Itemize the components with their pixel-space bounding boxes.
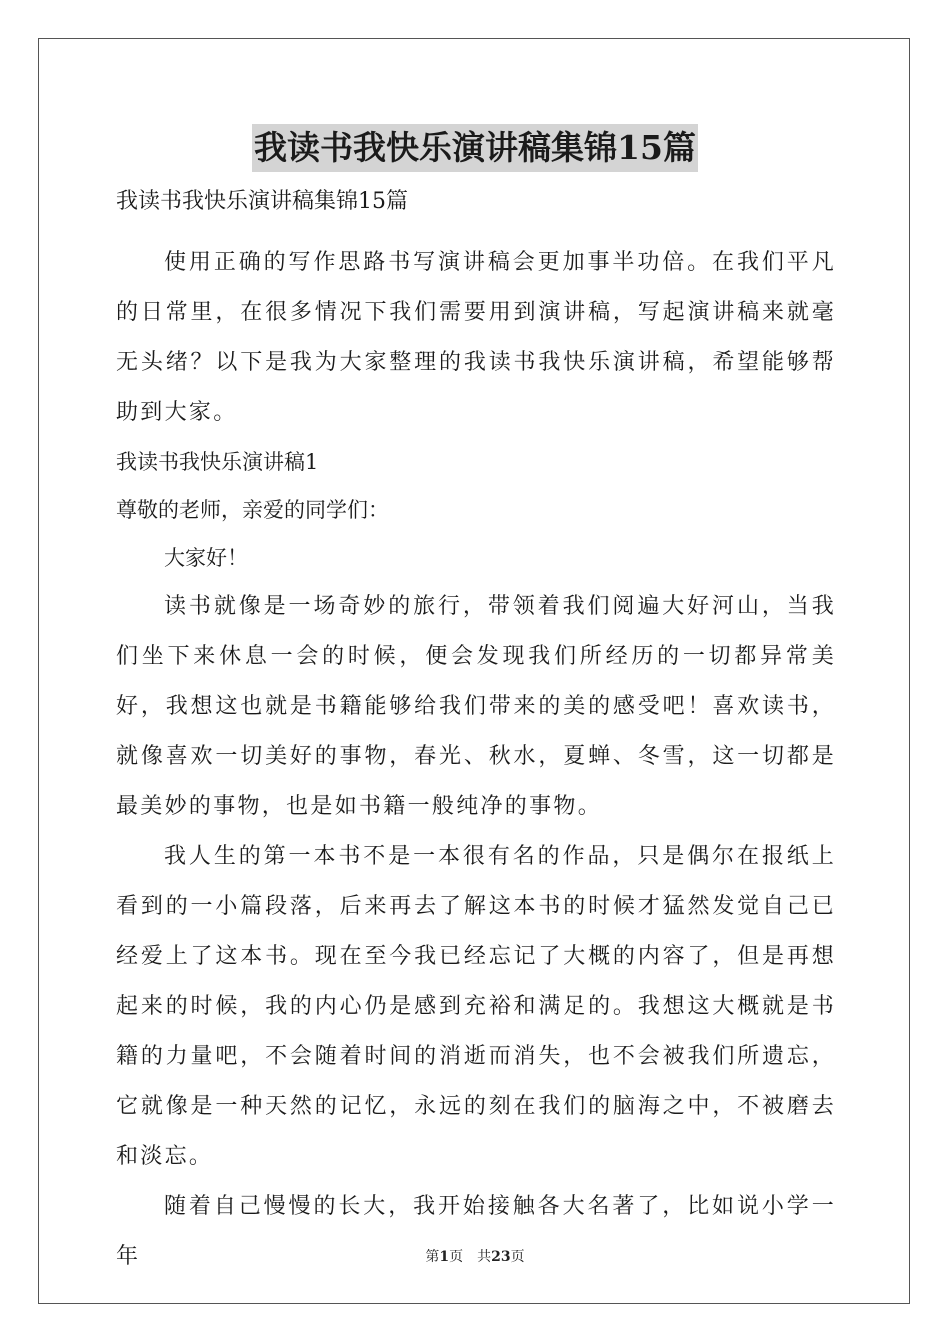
footer-suffix: 页 <box>510 1249 525 1265</box>
body-paragraph-2: 我人生的第一本书不是一本很有名的作品，只是偶尔在报纸上看到的一小篇段落，后来再去了解这本书的时候才猛然发觉自己已经爱上了这本书。现在至今我已经忘记了大概的内容了，但是再想起来的时候，我的内心仍是感到充裕和满足的。我想这大概就是书籍的力量吧，不会随着时间的消逝而消失，也不会被我们所遗忘，它就像是一种天然的记忆，永远的刻在我们的脑海之中，不被磨去和淡忘。 <box>116 844 836 1169</box>
document-subtitle: 我读书我快乐演讲稿集锦15篇 <box>116 189 408 214</box>
footer-prefix: 第 <box>425 1249 440 1265</box>
greeting: 大家好！ <box>164 546 248 570</box>
document-body <box>116 178 836 1282</box>
page-footer <box>0 1246 950 1266</box>
salutation: 尊敬的老师，亲爱的同学们： <box>116 498 389 522</box>
title-container <box>0 124 950 172</box>
body-paragraph-1: 读书就像是一场奇妙的旅行，带领着我们阅遍大好河山，当我们坐下来休息一会的时候，便会发现我们所经历的一切都异常美好，我想这也就是书籍能够给我们带来的美的感受吧！喜欢读书，就像喜欢一切美好的事物，春光、秋水，夏蝉、冬雪，这一切都是最美妙的事物，也是如书籍一般纯净的事物。 <box>116 594 836 819</box>
intro-paragraph: 使用正确的写作思路书写演讲稿会更加事半功倍。在我们平凡的日常里，在很多情况下我们需要用到演讲稿，写起演讲稿来就毫无头绪？以下是我为大家整理的我读书我快乐演讲稿，希望能够帮助到大家。 <box>116 250 836 425</box>
footer-current-page: 1 <box>439 1249 450 1265</box>
body-paragraph-3: 随着自己慢慢的长大，我开始接触各大名著了，比如说小学一年 <box>116 1194 836 1269</box>
section-heading: 我读书我快乐演讲稿1 <box>116 450 319 474</box>
document-title: 我读书我快乐演讲稿集锦15篇 <box>252 124 698 172</box>
footer-total-pages: 23 <box>491 1249 511 1265</box>
footer-mid: 页 共 <box>449 1249 492 1265</box>
